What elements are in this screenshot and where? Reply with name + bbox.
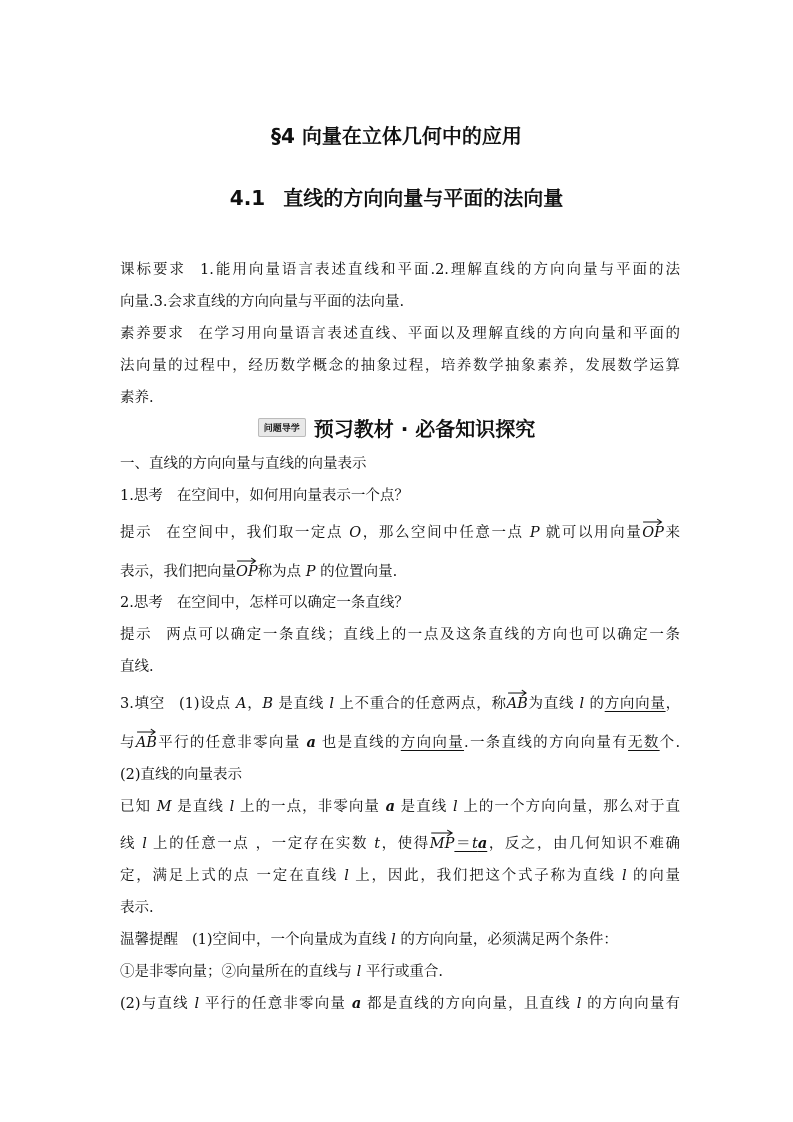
literacy-label: 素养要求 <box>120 326 185 342</box>
requirement-line-4: 法向量的过程中，经历数学概念的抽象过程，培养数学抽象素养，发展数学运算 <box>120 358 680 374</box>
hint-1-line-2: 表示，我们把向量 OP称为点 P 的位置向量. <box>120 560 680 581</box>
tip-line-2: ①是非零向量；②向量所在的直线与 l 平行或重合. <box>120 964 443 980</box>
question-2: 2.思考 在空间中，怎样可以确定一条直线？ <box>120 595 409 611</box>
vector-mp: MP <box>430 836 455 852</box>
section-banner <box>0 413 793 442</box>
vector-equation: MP＝ta <box>430 836 487 852</box>
vector-ab: AB <box>507 696 528 712</box>
vector-op: OP <box>642 525 664 541</box>
section-title: §4 向量在立体几何中的应用 <box>271 124 522 148</box>
hint-1-line-1: 提示 在空间中，我们取一定点 O，那么空间中任意一点 P 就可以用向量 OP来 <box>120 521 680 542</box>
answer-blank-3: 无数 <box>628 735 660 751</box>
tip-line-3: (2)与直线 l 平行的任意非零向量 a 都是直线的方向向量，且直线 l 的方向向量有 <box>120 995 681 1012</box>
representation-line-1: 已知 M 是直线 l 上的一点，非零向量 a 是直线 l 上的一个方向向量，那么对于直 <box>120 798 681 815</box>
requirement-line-1: 课标要求 1.能用向量语言表述直线和平面.2.理解直线的方向向量与平面的法 <box>120 262 680 278</box>
answer-blank-1: 方向向量 <box>604 696 666 712</box>
vector-op: OP <box>236 564 258 580</box>
requirement-line-5: 素养. <box>120 390 154 406</box>
subsection-number: 4.1 <box>229 186 266 210</box>
requirement-line-3: 素养要求 在学习用向量语言表述直线、平面以及理解直线的方向向量和平面的 <box>120 326 681 342</box>
banner-title: 预习教材 · 必备知识探究 <box>313 417 536 441</box>
representation-line-3: 定，满足上式的点 一定在直线 l 上，因此，我们把这个式子称为直线 l 的向量 <box>120 868 681 884</box>
question-1: 1.思考 在空间中，如何用向量表示一个点？ <box>120 488 409 504</box>
representation-line-2: 线 l 上的任意一点 ，一定存在实数 t，使得 MP＝ta，反之，由几何知识不难确 <box>120 832 680 853</box>
requirement-line-2: 向量.3.会求直线的方向向量与平面的法向量. <box>120 294 405 310</box>
banner-tag: 问题导学 <box>258 418 306 437</box>
tip-line-1: 温馨提醒 (1)空间中，一个向量成为直线 l 的方向向量，必须满足两个条件： <box>120 932 618 948</box>
subsection-title <box>0 182 793 211</box>
vector-ab: AB <box>136 735 157 751</box>
fill-in-line-1: 3.填空 (1)设点 A，B 是直线 l 上不重合的任意两点，称 AB为直线 l 的方向向量， <box>120 692 680 713</box>
section-heading: 一、直线的方向向量与直线的向量表示 <box>120 456 367 472</box>
subsection-text: 直线的方向向量与平面的法向量 <box>283 186 564 210</box>
fill-in-line-2: 与 AB平行的任意非零向量 a 也是直线的方向向量.一条直线的方向向量有无数个. <box>120 731 680 752</box>
representation-line-4: 表示. <box>120 900 154 916</box>
hint-2-line-2: 直线. <box>120 659 154 675</box>
tip-label: 温馨提醒 <box>120 932 178 948</box>
curriculum-label: 课标要求 <box>120 262 187 278</box>
hint-2-line-1: 提示 两点可以确定一条直线；直线上的一点及这条直线的方向也可以确定一条 <box>120 627 681 643</box>
answer-blank-2: 方向向量 <box>400 735 465 751</box>
subheading-vector-representation: (2)直线的向量表示 <box>120 767 243 783</box>
